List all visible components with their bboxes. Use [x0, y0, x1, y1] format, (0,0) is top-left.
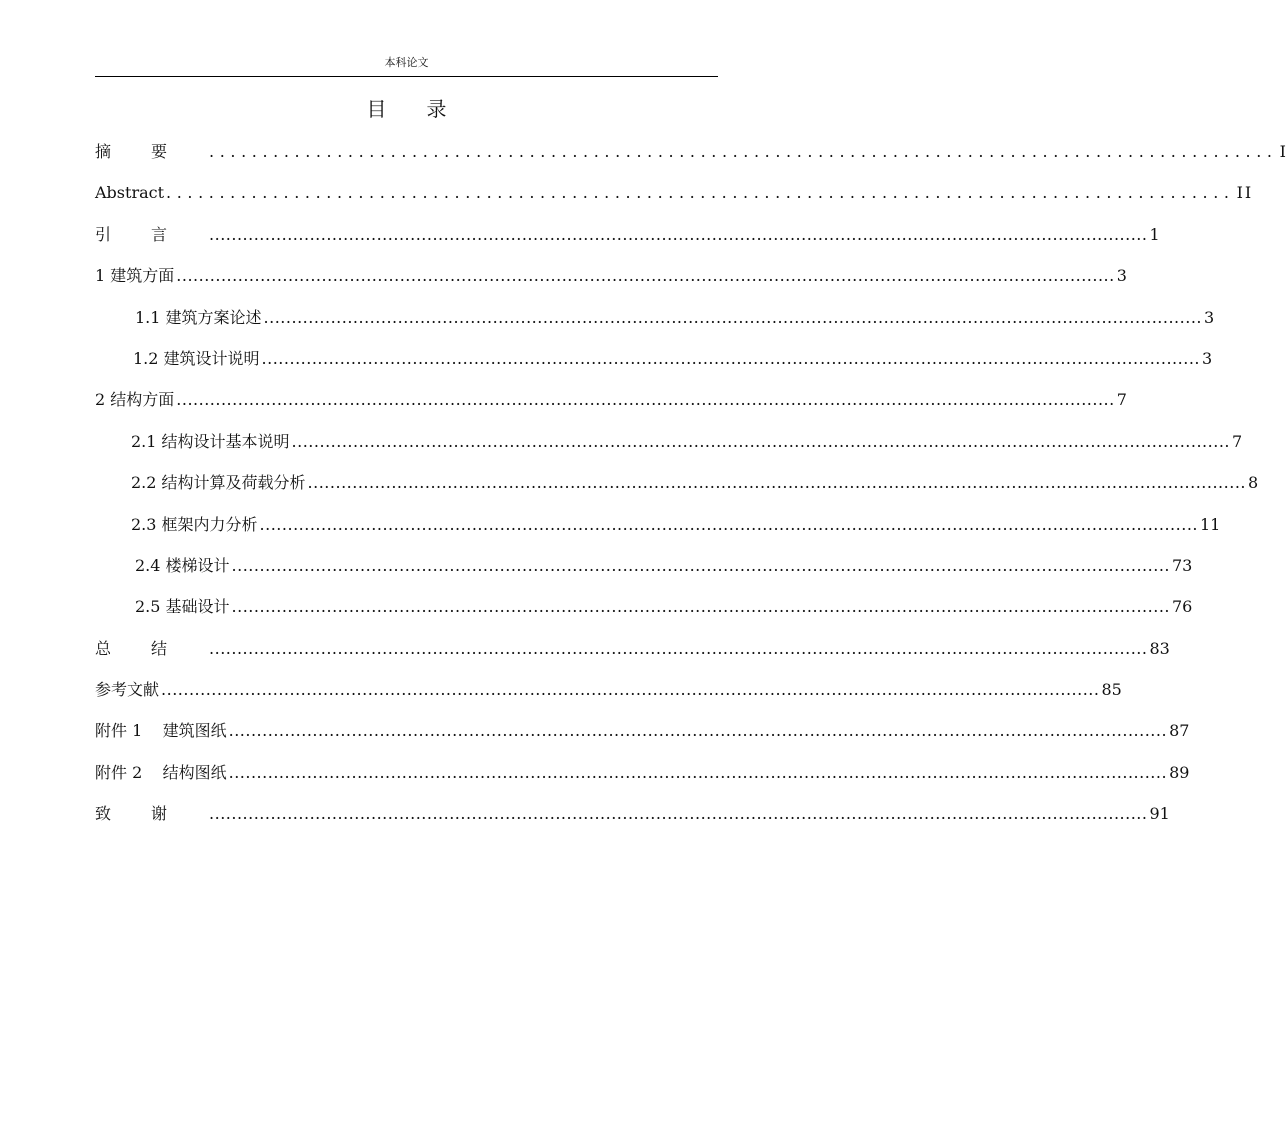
toc-entry-label: 附件 1 建筑图纸 — [95, 721, 227, 741]
toc-leader-dots: ........................................................................................................................................................................ — [176, 266, 1115, 286]
toc-leader-dots: .................................................................................................... — [209, 142, 1278, 161]
toc-entry-page: 11 — [1199, 514, 1221, 534]
toc-entry-label: 1.2 建筑设计说明 — [133, 348, 260, 368]
toc-entry-page: 8 — [1247, 473, 1259, 493]
toc-leader-dots: ........................................................................................................................................................................ — [261, 348, 1200, 368]
toc-entry-label: 总结 — [95, 638, 208, 658]
toc-entry-label: 2.2 结构计算及荷载分析 — [131, 473, 306, 493]
toc-leader-dots: ........................................................................................................................................................................ — [291, 431, 1230, 451]
toc-leader-dots: ........................................................................................................................................................................ — [228, 721, 1168, 741]
toc-entry-label: 2.4 楼梯设计 — [135, 555, 230, 575]
toc-leader-dots: ........................................................................................................................................................................ — [176, 390, 1115, 410]
toc-leader-dots: ........................................................................................................................................................................ — [209, 804, 1148, 824]
toc-leader-dots: ........................................................................................................................................................................ — [231, 555, 1170, 575]
toc-entry-page: 7 — [1231, 431, 1243, 451]
toc-entry-section-2-5[interactable] — [95, 593, 1193, 634]
toc-entry-label: 2.3 框架内力分析 — [131, 514, 258, 534]
toc-leader-dots: ........................................................................................................................................................................ — [307, 473, 1246, 493]
toc-entry-section-1-1[interactable] — [95, 304, 1215, 345]
toc-entry-label: 附件 2 结构图纸 — [95, 762, 227, 782]
table-of-contents — [95, 138, 1288, 842]
toc-entry-label: 致谢 — [95, 804, 208, 824]
toc-entry-conclusion[interactable] — [95, 635, 1170, 676]
toc-entry-chapter-2[interactable] — [95, 386, 1127, 427]
toc-entry-acknowledgements[interactable] — [95, 800, 1170, 841]
toc-entry-page: 76 — [1171, 597, 1193, 617]
toc-entry-section-2-3[interactable] — [95, 511, 1221, 552]
toc-entry-page: 3 — [1116, 266, 1127, 286]
toc-leader-dots: ........................................................................................................................................................................ — [259, 514, 1198, 534]
toc-entry-page: 89 — [1169, 762, 1190, 782]
toc-entry-page: 85 — [1101, 680, 1122, 700]
toc-entry-page: 7 — [1116, 390, 1127, 410]
toc-leader-dots: ........................................................................................................................................................................ — [209, 224, 1148, 244]
toc-entry-introduction[interactable] — [95, 221, 1160, 262]
toc-entry-abstract-cn[interactable] — [95, 138, 1288, 179]
toc-entry-page: 3 — [1203, 307, 1215, 327]
toc-leader-dots: ........................................................................................................................................................................ — [231, 597, 1170, 617]
toc-entry-page: 87 — [1169, 721, 1190, 741]
toc-title: 目录 — [366, 97, 487, 121]
toc-entry-section-1-2[interactable] — [95, 345, 1213, 386]
toc-entry-section-2-1[interactable] — [95, 428, 1243, 469]
toc-entry-references[interactable] — [95, 676, 1122, 717]
toc-entry-label: 2 结构方面 — [95, 390, 175, 410]
toc-entry-section-2-2[interactable] — [95, 469, 1259, 510]
toc-entry-abstract-en[interactable] — [95, 179, 1254, 220]
toc-entry-label: 2.5 基础设计 — [135, 597, 230, 617]
toc-entry-label: 参考文献 — [95, 680, 160, 700]
toc-leader-dots: ........................................................................................................................................................................ — [263, 307, 1202, 327]
toc-entry-label: 摘要 — [95, 142, 208, 161]
toc-entry-label: 2.1 结构设计基本说明 — [131, 431, 290, 451]
toc-entry-label: Abstract — [95, 183, 165, 203]
toc-leader-dots: ........................................................................................................................................................................ — [161, 680, 1100, 700]
toc-entry-label: 1.1 建筑方案论述 — [135, 307, 262, 327]
toc-leader-dots: .................................................................................................... — [166, 183, 1235, 203]
toc-entry-page: 83 — [1149, 638, 1170, 658]
toc-entry-page: 1 — [1149, 224, 1160, 244]
toc-leader-dots: ........................................................................................................................................................................ — [228, 762, 1168, 782]
toc-entry-appendix-2[interactable] — [95, 759, 1190, 800]
toc-entry-section-2-4[interactable] — [95, 552, 1193, 593]
toc-entry-page: II — [1236, 183, 1254, 203]
header-rule — [95, 76, 718, 77]
toc-entry-page: I — [1279, 142, 1288, 161]
running-header: 本科论文 — [384, 56, 429, 69]
toc-entry-label: 1 建筑方面 — [95, 266, 175, 286]
toc-entry-label: 引言 — [95, 224, 208, 244]
toc-entry-page: 3 — [1201, 348, 1213, 368]
toc-entry-page: 91 — [1149, 804, 1170, 824]
toc-entry-appendix-1[interactable] — [95, 717, 1190, 758]
toc-entry-page: 73 — [1171, 555, 1193, 575]
toc-leader-dots: ........................................................................................................................................................................ — [209, 638, 1148, 658]
toc-entry-chapter-1[interactable] — [95, 262, 1127, 303]
